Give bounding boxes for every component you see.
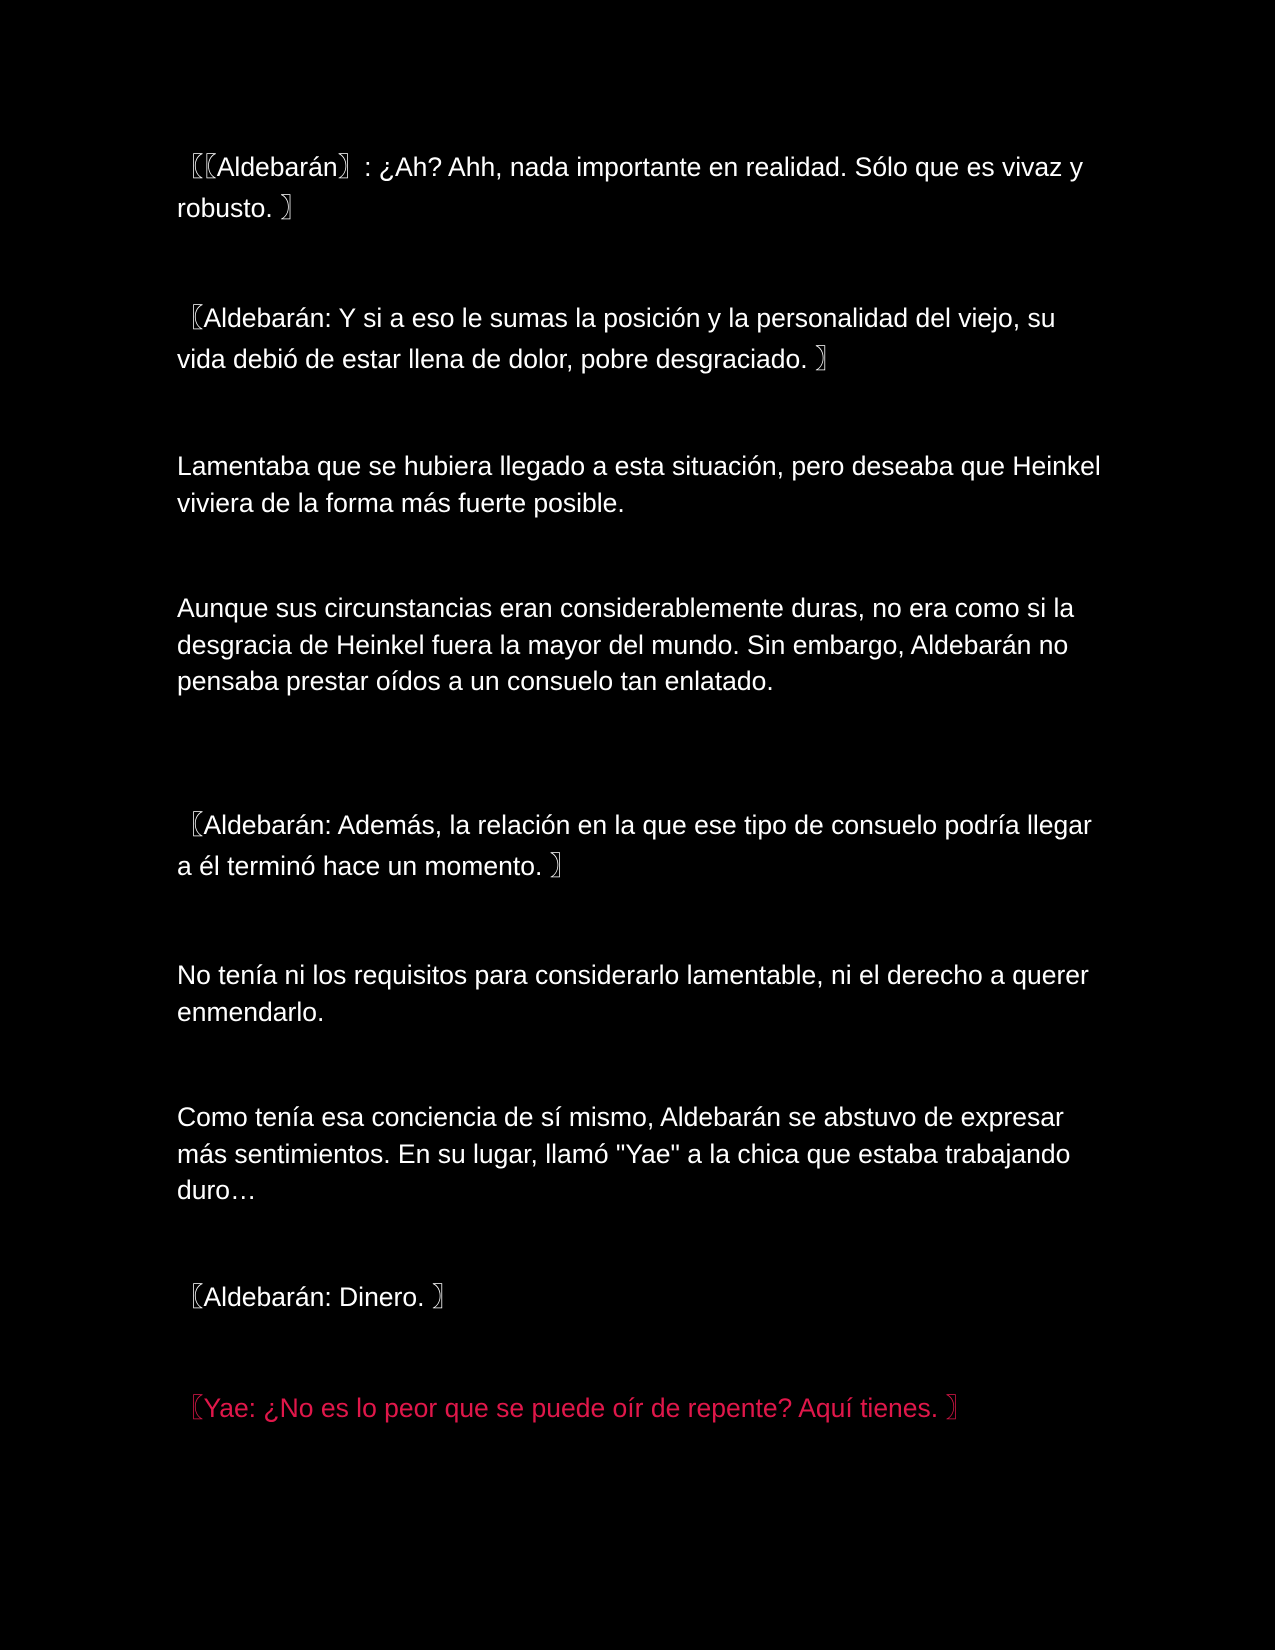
narration-paragraph-4: Como tenía esa conciencia de sí mismo, Aldebarán se abstuvo de expresar más sentimientos. En su lugar, llamó "Yae" a la chica que estaba trabajando duro… [177,1102,1071,1205]
narration-paragraph-1: Lamentaba que se hubiera llegado a esta situación, pero deseaba que Heinkel viviera de la forma más fuerte posible. [177,451,1101,518]
dialogue-aldebaran-3: 〖Aldebarán: Además, la relación en la que ese tipo de consuelo podría llegar a él terminó hace un momento. 〗 [177,810,1092,881]
narration-paragraph-3: No tenía ni los requisitos para considerarlo lamentable, ni el derecho a querer enmendarlo. [177,960,1089,1027]
dialogue-yae: 〖Yae: ¿No es lo peor que se puede oír de repente? Aquí tienes. 〗 [177,1393,973,1423]
dialogue-aldebaran-4: 〖Aldebarán: Dinero. 〗 [177,1282,459,1312]
narration-paragraph-2: Aunque sus circunstancias eran considerablemente duras, no era como si la desgracia de Heinkel fuera la mayor del mundo. Sin embargo, Aldebarán no pensaba prestar oídos a un consuelo tan enlatado. [177,593,1075,696]
dialogue-aldebaran-2: 〖Aldebarán: Y si a eso le sumas la posición y la personalidad del viejo, su vida debió de estar llena de dolor, pobre desgraciado. 〗 [177,303,1056,374]
dialogue-aldebaran-1: 〖〖Aldebarán〗: ¿Ah? Ahh, nada importante en realidad. Sólo que es vivaz y robusto. 〗 [177,152,1083,223]
